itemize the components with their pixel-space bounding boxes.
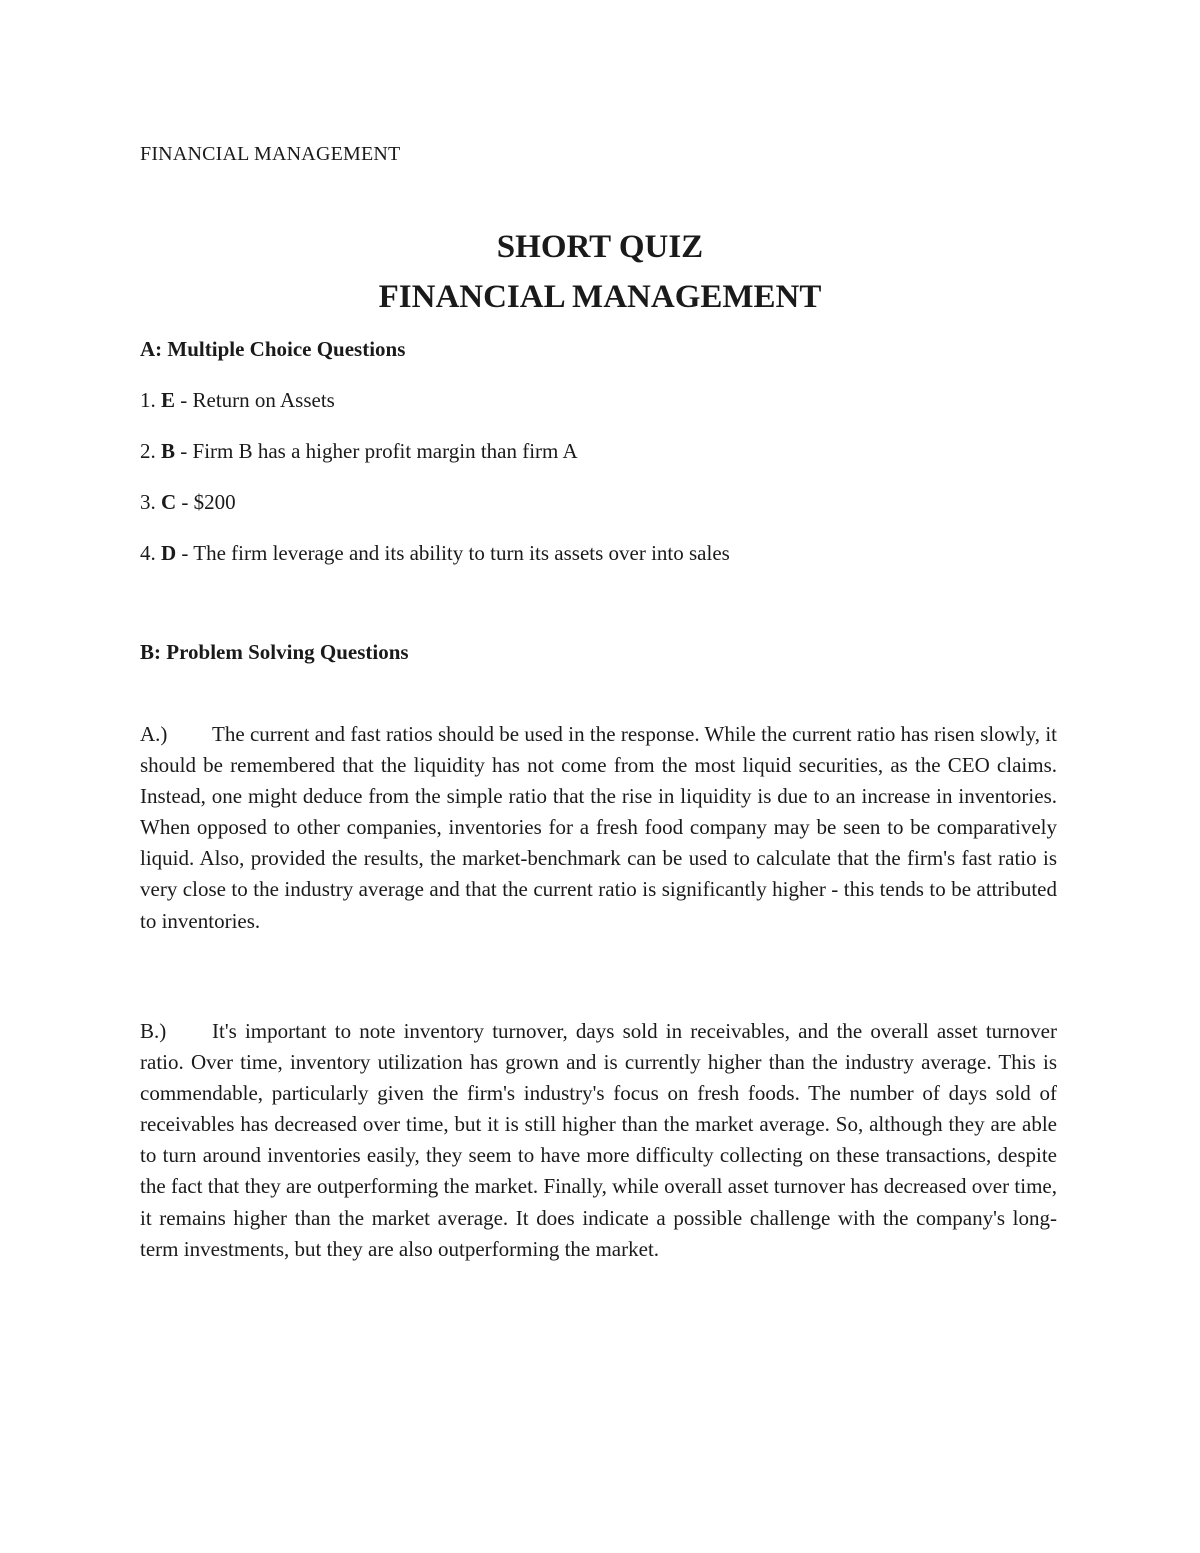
mcq-item-4: [140, 541, 730, 566]
document-title: [0, 222, 1200, 322]
answer-paragraph-a: [140, 719, 1057, 937]
mcq-item-2: [140, 439, 578, 464]
answer-label: B.): [140, 1019, 167, 1043]
mcq-text: - $200: [176, 490, 236, 514]
mcq-number: 4.: [140, 541, 156, 565]
answer-label: A.): [140, 722, 168, 746]
mcq-number: 1.: [140, 388, 156, 412]
mcq-text: - The firm leverage and its ability to turn its assets over into sales: [176, 541, 730, 565]
mcq-number: 2.: [140, 439, 156, 463]
mcq-item-1: [140, 388, 335, 413]
page-header: FINANCIAL MANAGEMENT: [140, 143, 401, 165]
mcq-text: - Return on Assets: [175, 388, 335, 412]
mcq-answer: B: [161, 439, 176, 463]
answer-text: The current and fast ratios should be used in the response. While the current ratio has risen slowly, it should be remembered that the liquidity has not come from the most liquid securities, as the CEO claims. Instead, one might deduce from the simple ratio that the rise in liquidity is due to an increase in inventories. When opposed to other companies, inventories for a fresh food company may be seen to be comparatively liquid. Also, provided the results, the market-benchmark can be used to calculate that the firm's fast ratio is very close to the industry average and that the current ratio is significantly higher - this tends to be attributed to inventories.: [140, 722, 1057, 933]
mcq-answer: E: [161, 388, 176, 412]
section-b-heading: B: Problem Solving Questions: [140, 640, 409, 664]
mcq-answer: D: [161, 541, 177, 565]
section-a-heading: A: Multiple Choice Questions: [140, 337, 406, 361]
mcq-text: - Firm B has a higher profit margin than firm A: [175, 439, 578, 463]
title-line-2: FINANCIAL MANAGEMENT: [378, 279, 822, 315]
mcq-number: 3.: [140, 490, 156, 514]
answer-paragraph-b: [140, 1016, 1057, 1265]
answer-text: It's important to note inventory turnover, days sold in receivables, and the overall asset turnover ratio. Over time, inventory utilization has grown and is currently higher than the industry average. This is commendable, particularly given the firm's industry's focus on fresh foods. The number of days sold of receivables has decreased over time, but it is still higher than the market average. So, although they are able to turn around inventories easily, they seem to have more difficulty collecting on these transactions, despite the fact that they are outperforming the market. Finally, while overall asset turnover has decreased over time, it remains higher than the market average. It does indicate a possible challenge with the company's long-term investments, but they are also outperforming the market.: [140, 1019, 1057, 1261]
mcq-item-3: [140, 490, 236, 515]
mcq-answer: C: [161, 490, 177, 514]
title-line-1: SHORT QUIZ: [496, 229, 704, 265]
